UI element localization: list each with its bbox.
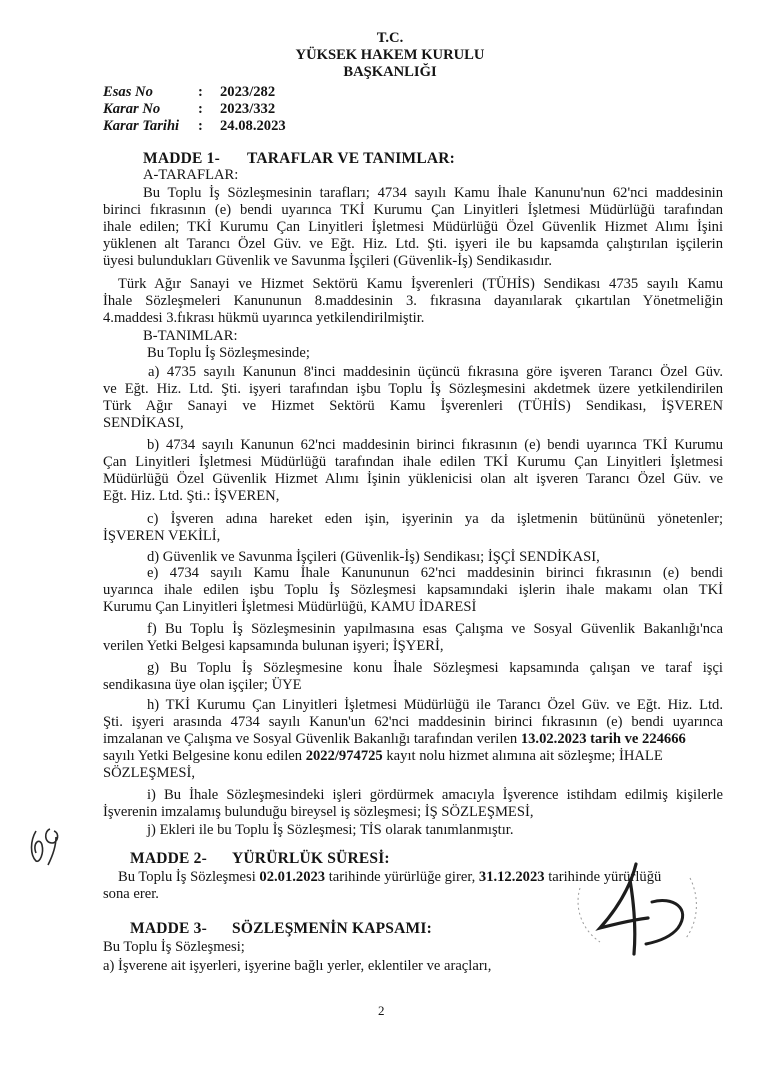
- tarih-colon: :: [198, 118, 203, 134]
- header-institution: YÜKSEK HAKEM KURULU: [295, 47, 485, 63]
- def-b-line: Müdürlüğü Özel Güvenlik Hizmet Alımı İşinin yüklenicisi olan alt işveren Tarancı Özel Güv. ve: [103, 471, 723, 487]
- p1-line: Bu Toplu İş Sözleşmesinin tarafları; 4734 sayılı Kamu İhale Kanunu'nun 62'nci maddesinin: [143, 185, 723, 201]
- def-g-line: g) Bu Toplu İş Sözleşmesine konu İhale Sözleşmesi kapsamında çalışan ve taraf işçi: [147, 660, 723, 676]
- b-intro: Bu Toplu İş Sözleşmesinde;: [147, 345, 310, 361]
- def-b-line: Çan Linyitleri İşletmesi Müdürlüğü tarafından ihale edilen TKİ Kurumu Çan Linyitleri İşletmesi: [103, 454, 723, 470]
- def-a-line: a) 4735 sayılı Kanunun 8'inci maddesinin üçüncü fıkrasına göre işveren Tarancı Özel Güv.: [148, 364, 723, 380]
- madde1-number: MADDE 1-: [143, 150, 220, 167]
- madde2-text: Bu Toplu İş Sözleşmesi: [118, 869, 260, 885]
- p1-line: üyesi bulundukları Güvenlik ve Savunma İşçileri (Güvenlik-İş) Sendikasıdır.: [103, 253, 553, 269]
- def-e-line: uyarınca ihale edilen işbu Toplu İş Sözleşmesi kapsamındaki işlerin ihale makamı olan TKİ: [103, 582, 723, 598]
- def-b-line: b) 4734 sayılı Kanunun 62'nci maddesinin birinci fıkrasının (e) bendi uyarınca TKİ Kurumu: [147, 437, 723, 453]
- def-h-text: imzalanan ve Çalışma ve Sosyal Güvenlik Bakanlığı tarafından verilen: [103, 731, 521, 747]
- signature: [560, 858, 710, 960]
- def-f-line: verilen Yetki Belgesi kapsamında bulunan işyeri; İŞYERİ,: [103, 638, 444, 654]
- def-a-line: SENDİKASI,: [103, 415, 184, 431]
- madde2-end-date: 31.12.2023: [478, 869, 545, 885]
- p1-line: yüklenen alt Tarancı Özel Güv. ve Eğt. Hiz. Ltd. Şti. işyeri ile bu kapsamda çalıştırılan işçilerin: [103, 236, 723, 252]
- madde2-text: tarihinde yürürlüğe girer,: [325, 869, 479, 885]
- madde3-intro: Bu Toplu İş Sözleşmesi;: [103, 939, 245, 955]
- header-tc: T.C.: [376, 30, 404, 46]
- def-h-text: sayılı Yetki Belgesine konu edilen: [103, 748, 306, 764]
- def-h-text: kayıt nolu hizmet alımına ait sözleşme; İHALE: [382, 748, 663, 764]
- madde3-title: SÖZLEŞMENİN KAPSAMI:: [232, 920, 432, 937]
- madde1-title: TARAFLAR VE TANIMLAR:: [247, 150, 456, 167]
- p2-line: 4.maddesi 3.fıkrası hükmü uyarınca yetkilendirilmiştir.: [103, 310, 425, 326]
- def-a-line: Türk Ağır Sanayi ve Hizmet Sektörü Kamu İşverenleri (TÜHİS) Sendikası, İŞVEREN: [103, 398, 723, 414]
- def-h-line: [103, 748, 723, 765]
- def-h-line: [103, 731, 723, 748]
- def-f-line: f) Bu Toplu İş Sözleşmesinin yapılmasına esas Çalışma ve Sosyal Güvenlik Bakanlığı'nca: [147, 621, 723, 637]
- p2-line: İhale Sözleşmeleri Kanununun 8.maddesinin 3. fıkrasına dayanılarak çıkartılan Yönetmeliğin: [103, 293, 723, 309]
- handwritten-initials-signature: [26, 823, 74, 867]
- madde1-sub-a: A-TARAFLAR:: [143, 167, 239, 183]
- def-h-belge-date: 13.02.2023 tarih ve 224666: [520, 731, 686, 747]
- page-number: 2: [378, 1003, 385, 1018]
- madde1-sub-b: B-TANIMLAR:: [143, 328, 238, 344]
- madde3-number: MADDE 3-: [130, 920, 207, 937]
- madde2-number: MADDE 2-: [130, 850, 207, 867]
- karar-label: Karar No: [103, 101, 161, 117]
- karar-value: 2023/332: [220, 101, 276, 117]
- def-i-line: i) Bu İhale Sözleşmesindeki işleri gördürmek amacıyla İşverence istihdam edilmiş kişilerle: [147, 787, 723, 803]
- def-j: j) Ekleri ile bu Toplu İş Sözleşmesi; TİS olarak tanımlanmıştır.: [147, 822, 514, 838]
- esas-value: 2023/282: [220, 84, 276, 100]
- def-a-line: ve Eğt. Hiz. Ltd. Şti. işyeri tarafından işbu Toplu İş Sözleşmesini akdetmek üzere yetkilendirilen: [103, 381, 723, 397]
- def-h-line: Şti. işyeri arasında 4734 sayılı Kanun'un 62'nci maddesinin birinci fıkrasının (e) bendi uyarınca: [103, 714, 723, 730]
- madde2-title: YÜRÜRLÜK SÜRESİ:: [232, 850, 390, 867]
- def-h-line: h) TKİ Kurumu Çan Linyitleri İşletmesi Müdürlüğü ile Tarancı Özel Güv. ve Eğt. Hiz. Ltd.: [147, 697, 723, 713]
- def-b-line: Eğt. Hiz. Ltd. Şti.: İŞVEREN,: [103, 488, 280, 504]
- esas-colon: :: [198, 84, 203, 100]
- madde2-start-date: 02.01.2023: [259, 869, 326, 885]
- p1-line: birinci fıkrasının (e) bendi uyarınca TKİ Kurumu Çan Linyitleri İşletmesi Müdürlüğü tarafından: [103, 202, 723, 218]
- tarih-value: 24.08.2023: [220, 118, 286, 134]
- def-c-line: İŞVEREN VEKİLİ,: [103, 528, 221, 544]
- tarih-label: Karar Tarihi: [103, 118, 180, 134]
- def-h-kayit-no: 2022/974725: [305, 748, 383, 764]
- p2-line: Türk Ağır Sanayi ve Hizmet Sektörü Kamu İşverenleri (TÜHİS) Sendikası 4735 sayılı Kamu: [118, 276, 723, 292]
- def-e-line: Kurumu Çan Linyitleri İşletmesi Müdürlüğü, KAMU İDARESİ: [103, 599, 477, 615]
- def-g-line: sendikasına üye olan işçiler; ÜYE: [103, 677, 302, 693]
- esas-label: Esas No: [103, 84, 153, 100]
- def-e-line: e) 4734 sayılı Kamu İhale Kanununun 62'nci maddesinin birinci fıkrasının (e) bendi: [147, 565, 723, 581]
- def-c-line: c) İşveren adına hareket eden işin, işyerinin ya da işletmenin bütününü yönetenler;: [147, 511, 723, 527]
- p1-line: ihale edilen; TKİ Kurumu Çan Linyitleri İşletmesi Müdürlüğü Özel Güvenlik Hizmet Alımı İşini: [103, 219, 723, 235]
- madde2-end: sona erer.: [103, 886, 159, 902]
- def-d: d) Güvenlik ve Savunma İşçileri (Güvenlik-İş) Sendikası; İŞÇİ SENDİKASI,: [147, 549, 600, 565]
- def-h-line: SÖZLEŞMESİ,: [103, 765, 196, 781]
- madde3-item-a: a) İşverene ait işyerleri, işyerine bağlı yerler, eklentiler ve araçları,: [103, 958, 492, 974]
- madde2-text: tarihinde yürürlüğü: [544, 869, 662, 885]
- def-i-line: İşverenin imzalamış bulunduğu bireysel iş sözleşmesi; İŞ SÖZLEŞMESİ,: [103, 804, 534, 820]
- karar-colon: :: [198, 101, 203, 117]
- header-department: BAŞKANLIĞI: [343, 64, 437, 80]
